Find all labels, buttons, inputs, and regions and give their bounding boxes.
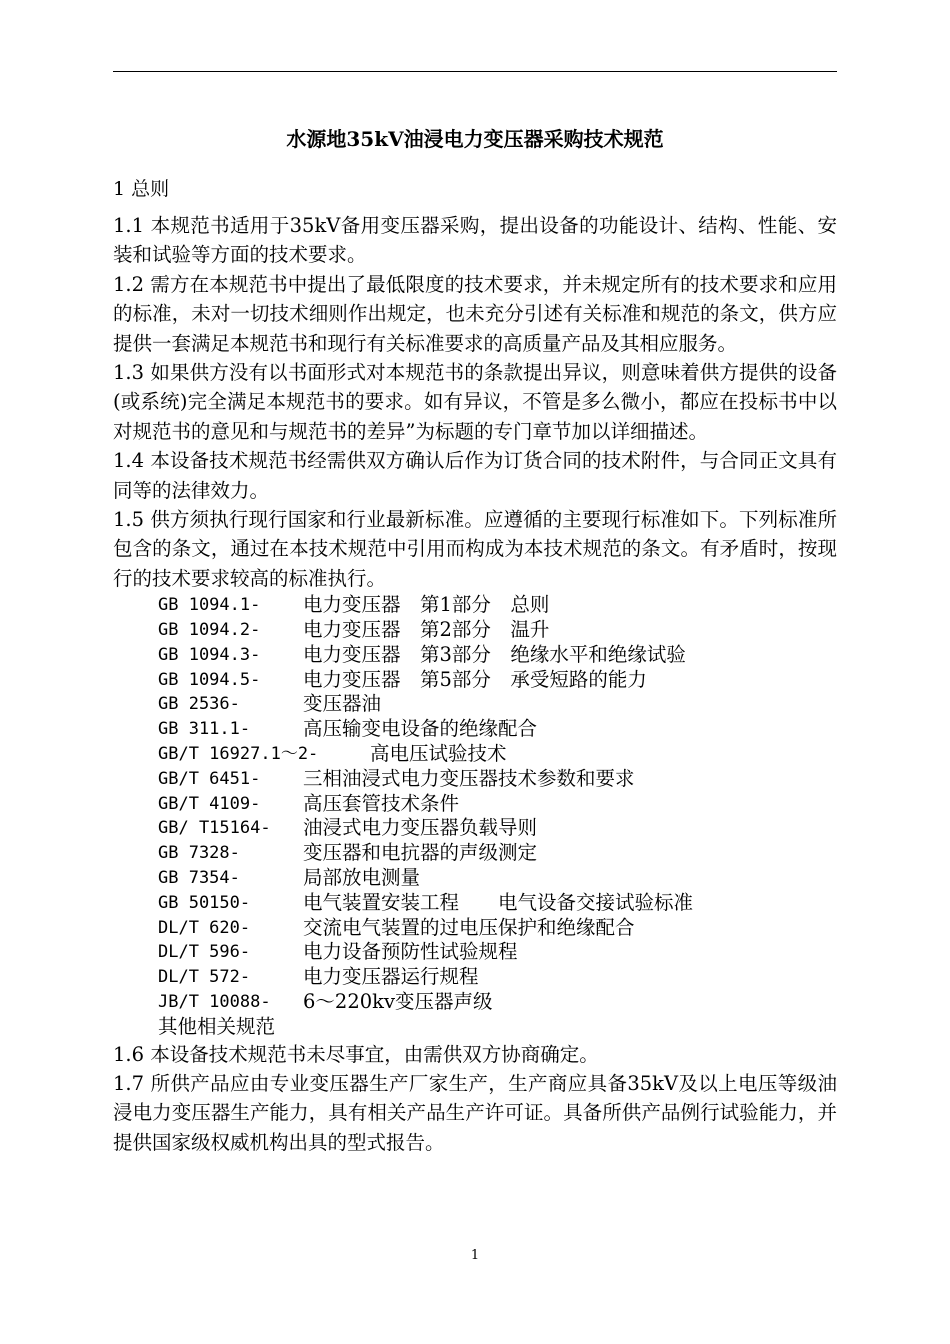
standard-item [158, 965, 837, 990]
standard-item [158, 940, 837, 965]
standard-name: 三相油浸式电力变压器技术参数和要求 [303, 766, 635, 790]
standard-item [158, 841, 837, 866]
paragraph-1-4: 1.4 本设备技术规范书经需供双方确认后作为订货合同的技术附件，与合同正文具有同等的法律效力。 [113, 449, 837, 502]
standard-item [158, 717, 837, 742]
standard-name: 电力变压器运行规程 [303, 965, 479, 989]
standard-name: 电力变压器 第1部分 总则 [303, 593, 550, 617]
standard-item [158, 990, 837, 1015]
standard-code: GB 50150- [158, 892, 251, 913]
standard-item [158, 593, 837, 618]
standard-item [158, 643, 837, 668]
paragraph-1-1: 1.1 本规范书适用于35kV备用变压器采购，提出设备的功能设计、结构、性能、安装和试验等方面的技术要求。 [113, 214, 837, 267]
paragraph-1-3: 1.3 如果供方没有以书面形式对本规范书的条款提出异议，则意味着供方提供的设备(或系统)完全满足本规范书的要求。如有异议，不管是多么微小，都应在投标书中以对规范书的意见和与规范书的差异”为标题的专门章节加以详细描述。 [113, 361, 837, 443]
standard-name: 电力变压器 第2部分 温升 [303, 618, 550, 642]
paragraph-1-7: 1.7 所供产品应由专业变压器生产厂家生产，生产商应具备35kV及以上电压等级油浸电力变压器生产能力，具有相关产品生产许可证。具备所供产品例行试验能力，并提供国家级权威机构出具的型式报告。 [113, 1072, 837, 1154]
standard-name: 局部放电测量 [303, 866, 421, 890]
section-heading: 1 总则 [113, 178, 170, 200]
standard-item [158, 692, 837, 717]
standard-name: 高电压试验技术 [370, 742, 507, 766]
standard-item [158, 668, 837, 693]
standard-code: GB/T 16927.1～2- [158, 744, 319, 765]
standard-item [158, 816, 837, 841]
standard-item [158, 866, 837, 891]
header-rule [113, 71, 837, 72]
page-number: 1 [470, 1248, 480, 1263]
standard-name: 变压器和电抗器的声级测定 [303, 841, 538, 865]
standard-code: GB/T 6451- [158, 768, 261, 789]
paragraph-1-6: 1.6 本设备技术规范书未尽事宜，由需供双方协商确定。 [113, 1042, 599, 1066]
standard-item [158, 792, 837, 817]
standards-other: 其他相关规范 [158, 1014, 276, 1038]
standard-item [158, 916, 837, 941]
document-title: 水源地35kV油浸电力变压器采购技术规范 [286, 127, 664, 151]
standard-code: GB 1094.1- [158, 595, 261, 616]
standard-code: JB/T 10088- [158, 992, 271, 1013]
standard-name: 高压输变电设备的绝缘配合 [303, 717, 538, 741]
document-body [113, 211, 837, 1157]
standard-name: 6～220kv变压器声级 [303, 990, 493, 1014]
standard-code: GB 1094.5- [158, 669, 261, 690]
standard-code: GB 7328- [158, 843, 240, 864]
standards-list [113, 593, 837, 1039]
standard-code: GB 1094.2- [158, 620, 261, 641]
standard-name: 电力设备预防性试验规程 [303, 940, 518, 964]
paragraph-1-5: 1.5 供方须执行现行国家和行业最新标准。应遵循的主要现行标准如下。下列标准所包含的条文，通过在本技术规范中引用而构成为本技术规范的条文。有矛盾时，按现行的技术要求较高的标准执行。 [113, 508, 837, 590]
standard-code: GB/ T15164- [158, 818, 271, 839]
standard-item [158, 891, 837, 916]
standard-code: GB 2536- [158, 694, 240, 715]
standard-name: 电气装置安装工程 电气设备交接试验标准 [303, 890, 694, 914]
standard-name: 交流电气装置的过电压保护和绝缘配合 [303, 915, 635, 939]
standard-code: DL/T 572- [158, 967, 251, 988]
standard-code: GB 311.1- [158, 719, 251, 740]
standard-code: GB 1094.3- [158, 644, 261, 665]
standard-item [158, 618, 837, 643]
standard-name: 电力变压器 第3部分 绝缘水平和绝缘试验 [303, 642, 686, 666]
standard-code: GB 7354- [158, 868, 240, 889]
standard-code: DL/T 620- [158, 917, 251, 938]
standard-name: 变压器油 [303, 692, 382, 716]
standard-name: 油浸式电力变压器负载导则 [303, 816, 538, 840]
standard-item [158, 742, 837, 767]
standard-code: DL/T 596- [158, 942, 251, 963]
paragraph-1-2: 1.2 需方在本规范书中提出了最低限度的技术要求，并未规定所有的技术要求和应用的标准，未对一切技术细则作出规定，也未充分引述有关标准和规范的条文，供方应提供一套满足本规范书和现行有关标准要求的高质量产品及其相应服务。 [113, 272, 837, 355]
standard-code: GB/T 4109- [158, 793, 261, 814]
standard-name: 高压套管技术条件 [303, 791, 460, 815]
standard-item [158, 767, 837, 792]
standard-name: 电力变压器 第5部分 承受短路的能力 [303, 667, 647, 691]
